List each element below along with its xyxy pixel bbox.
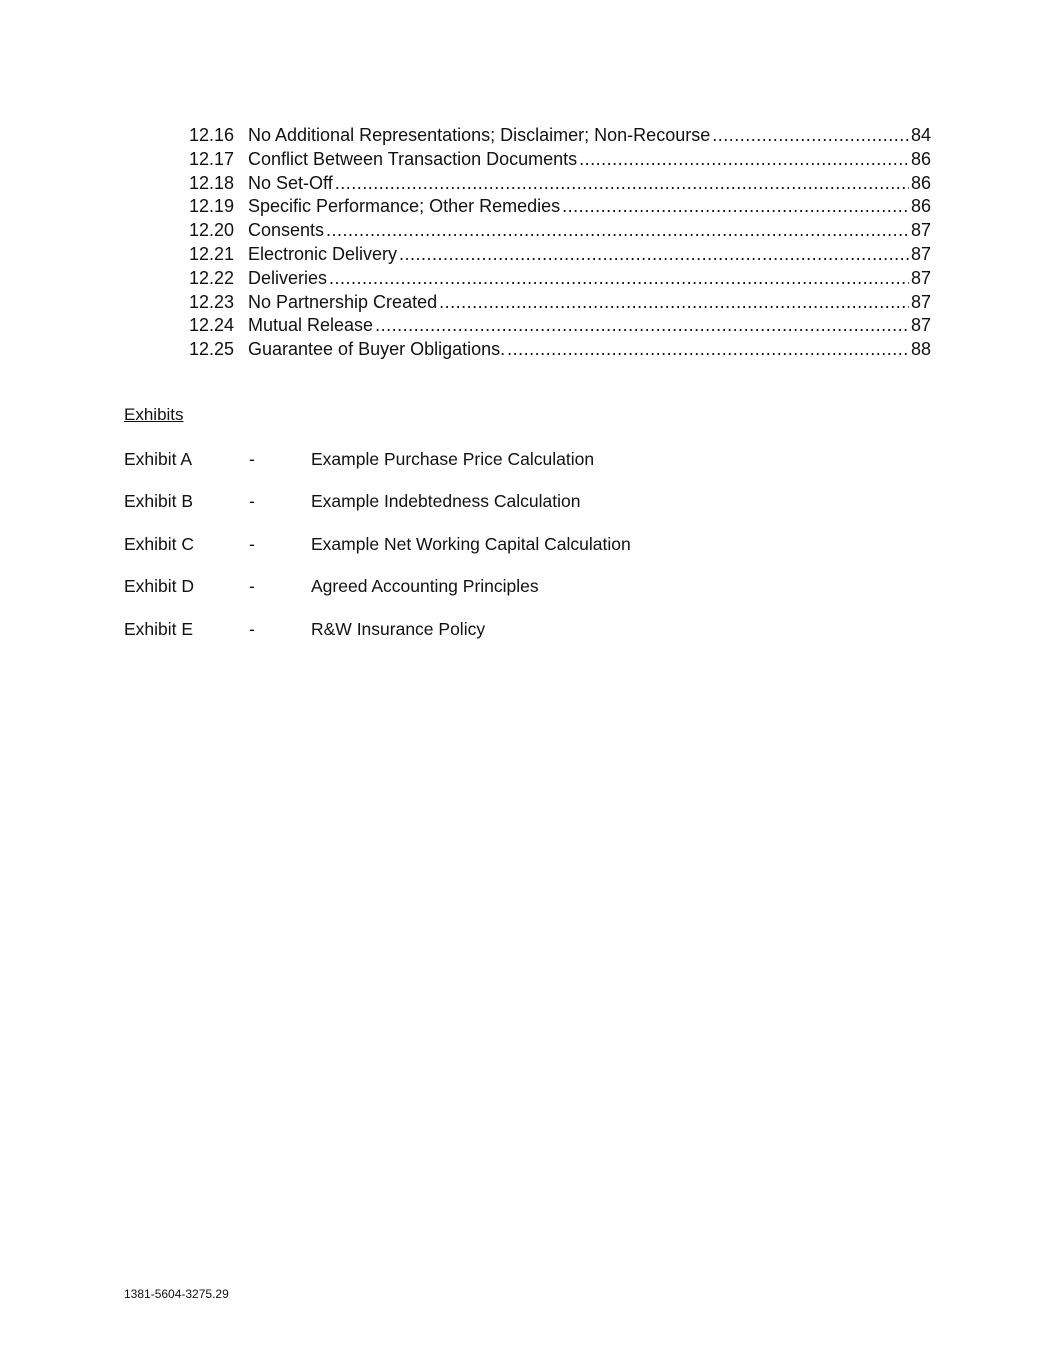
toc-number: 12.24 xyxy=(188,315,234,336)
toc-title: No Set-Off xyxy=(248,172,333,193)
toc-page-number: 86 xyxy=(910,196,931,217)
toc-entry xyxy=(186,291,931,315)
exhibit-dash: - xyxy=(249,619,255,639)
exhibit-description: Example Net Working Capital Calculation xyxy=(311,534,631,554)
toc-number: 12.20 xyxy=(188,220,234,241)
toc-title: Mutual Release xyxy=(248,315,374,336)
table-of-contents xyxy=(186,124,931,362)
exhibit-label: Exhibit B xyxy=(124,491,194,511)
exhibit-dash: - xyxy=(249,449,255,469)
dot-leader xyxy=(375,314,909,338)
toc-entry xyxy=(186,219,931,243)
dot-leader xyxy=(712,124,909,148)
exhibit-dash: - xyxy=(249,534,255,554)
exhibits-heading: Exhibits xyxy=(124,405,184,424)
toc-page-number: 88 xyxy=(910,339,931,360)
exhibit-dash: - xyxy=(249,491,255,511)
toc-number: 12.18 xyxy=(188,172,234,193)
toc-number: 12.21 xyxy=(188,243,234,264)
toc-number: 12.23 xyxy=(188,291,234,312)
dot-leader xyxy=(439,291,909,315)
toc-number: 12.19 xyxy=(188,196,234,217)
toc-title: Conflict Between Transaction Documents xyxy=(248,148,578,169)
toc-entry xyxy=(186,314,931,338)
toc-entry xyxy=(186,172,931,196)
dot-leader xyxy=(507,338,909,362)
toc-page-number: 86 xyxy=(910,172,931,193)
toc-entry xyxy=(186,243,931,267)
exhibit-dash: - xyxy=(249,576,255,596)
toc-page-number: 84 xyxy=(910,125,931,145)
toc-number: 12.25 xyxy=(188,339,234,360)
document-id: 1381-5604-3275.29 xyxy=(124,1287,229,1301)
toc-title: No Partnership Created xyxy=(248,291,438,312)
dot-leader xyxy=(579,148,909,172)
toc-entry xyxy=(186,124,931,148)
exhibit-label: Exhibit A xyxy=(124,449,193,469)
dot-leader xyxy=(329,267,909,291)
toc-page-number: 87 xyxy=(910,220,931,241)
exhibit-label: Exhibit D xyxy=(124,576,195,596)
toc-page-number: 87 xyxy=(910,267,931,288)
dot-leader xyxy=(562,195,909,219)
dot-leader xyxy=(399,243,909,267)
toc-number: 12.16 xyxy=(188,125,234,145)
toc-page-number: 87 xyxy=(910,291,931,312)
dot-leader xyxy=(326,219,909,243)
exhibit-description: Example Purchase Price Calculation xyxy=(311,449,595,469)
exhibit-label: Exhibit C xyxy=(124,534,195,554)
toc-title: Electronic Delivery xyxy=(248,243,398,264)
toc-entry xyxy=(186,195,931,219)
exhibit-description: Agreed Accounting Principles xyxy=(311,576,539,596)
toc-title: Consents xyxy=(248,220,325,241)
exhibit-description: R&W Insurance Policy xyxy=(311,619,486,639)
exhibit-label: Exhibit E xyxy=(124,619,194,639)
dot-leader xyxy=(335,172,909,196)
toc-number: 12.17 xyxy=(188,148,234,169)
toc-number: 12.22 xyxy=(188,267,234,288)
toc-title: No Additional Representations; Disclaimer; Non-Recourse xyxy=(248,125,711,145)
toc-page-number: 86 xyxy=(910,148,931,169)
toc-title: Guarantee of Buyer Obligations. xyxy=(248,339,506,360)
toc-title: Deliveries xyxy=(248,267,328,288)
toc-entry xyxy=(186,148,931,172)
toc-page-number: 87 xyxy=(910,243,931,264)
exhibit-description: Example Indebtedness Calculation xyxy=(311,491,581,511)
toc-title: Specific Performance; Other Remedies xyxy=(248,196,561,217)
toc-page-number: 87 xyxy=(910,315,931,336)
toc-entry xyxy=(186,267,931,291)
toc-entry xyxy=(186,338,931,362)
